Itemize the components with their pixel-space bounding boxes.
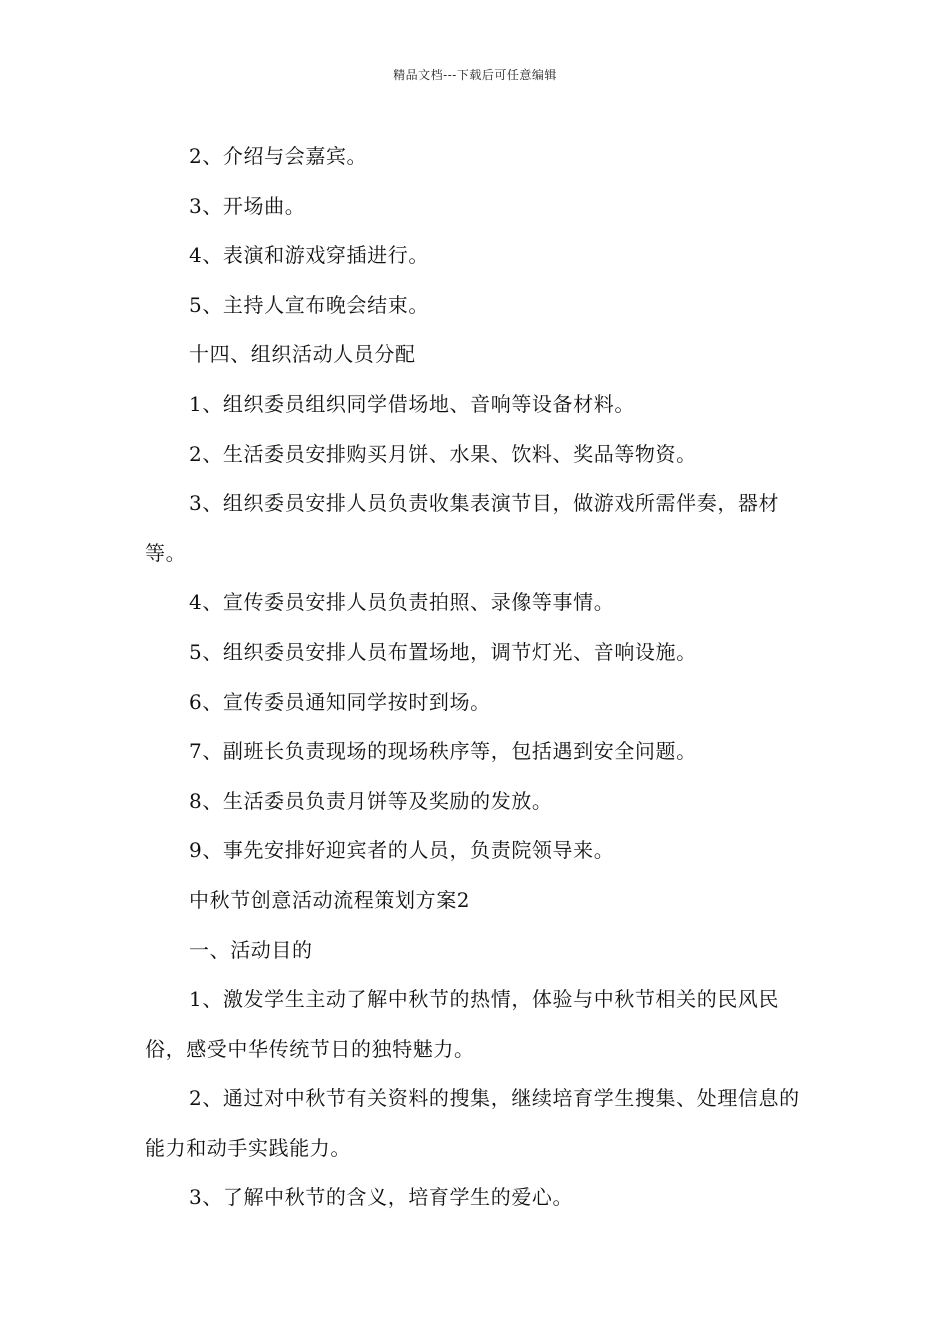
paragraph: 4、表演和游戏穿插进行。 (189, 243, 429, 268)
paragraph: 5、组织委员安排人员布置场地，调节灯光、音响设施。 (189, 639, 697, 664)
paragraph: 2、介绍与会嘉宾。 (189, 144, 368, 168)
paragraph: 8、生活委员负责月饼等及奖励的发放。 (189, 788, 553, 813)
page-header: 精品文档---下载后可任意编辑 (393, 68, 557, 82)
paragraph: 5、主持人宣布晚会结束。 (189, 292, 429, 317)
section-heading: 一、活动目的 (189, 937, 313, 962)
document-body (145, 132, 810, 1223)
paragraph: 2、通过对中秋节有关资料的搜集，继续培育学生搜集、处理信息的能力和动手实践能力。 (145, 1086, 800, 1160)
paragraph: 2、生活委员安排购买月饼、水果、饮料、奖品等物资。 (189, 441, 697, 466)
paragraph: 1、组织委员组织同学借场地、音响等设备材料。 (189, 391, 635, 416)
paragraph: 6、宣传委员通知同学按时到场。 (189, 689, 491, 714)
paragraph: 7、副班长负责现场的现场秩序等，包括遇到安全问题。 (189, 739, 697, 764)
paragraph: 3、组织委员安排人员负责收集表演节目，做游戏所需伴奏，器材等。 (145, 491, 780, 565)
paragraph: 9、事先安排好迎宾者的人员，负责院领导来。 (189, 838, 615, 863)
paragraph: 4、宣传委员安排人员负责拍照、录像等事情。 (189, 590, 615, 615)
paragraph: 1、激发学生主动了解中秋节的热情，体验与中秋节相关的民风民俗，感受中华传统节日的独特魅力。 (145, 987, 780, 1061)
paragraph: 3、开场曲。 (189, 193, 306, 218)
section-heading: 十四、组织活动人员分配 (189, 342, 416, 367)
document-subtitle: 中秋节创意活动流程策划方案2 (189, 887, 471, 912)
paragraph: 3、了解中秋节的含义，培育学生的爱心。 (189, 1185, 574, 1210)
